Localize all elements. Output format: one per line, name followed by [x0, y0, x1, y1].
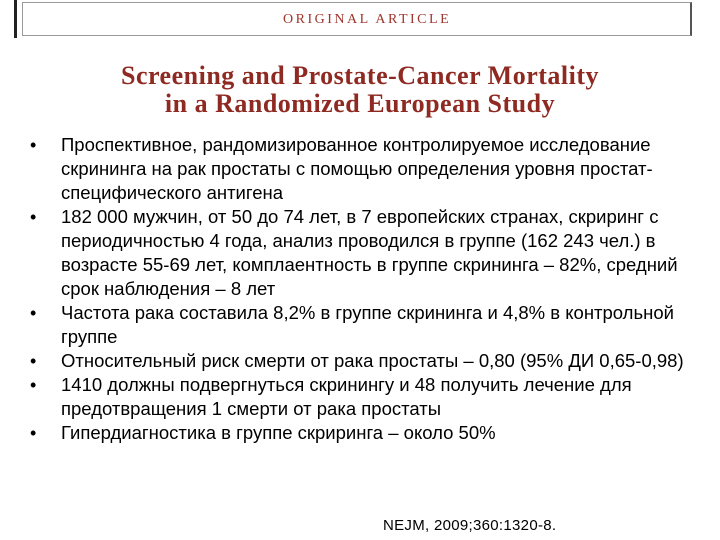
citation: NEJM, 2009;360:1320-8. — [383, 517, 557, 534]
bullet-item: • 182 000 мужчин, от 50 до 74 лет, в 7 европейских странах, скриринг с периодичностью 4 года, анализ проводился в группе (162 243 чел.) в возрасте 55-69 лет, комплаентность в группе скрининга – 82%, средний срок наблюдения – 8 лет — [26, 205, 706, 301]
article-type-label: ORIGINAL ARTICLE — [283, 12, 452, 27]
summary-bullet-list — [26, 133, 706, 445]
bullet-item: • Частота рака составила 8,2% в группе скрининга и 4,8% в контрольной группе — [26, 301, 706, 349]
bullet-item: • 1410 должны подвергнуться скринингу и 48 получить лечение для предотвращения 1 смерти от рака простаты — [26, 373, 706, 421]
bullet-item: • Относительный риск смерти от рака простаты – 0,80 (95% ДИ 0,65-0,98) — [26, 349, 706, 373]
article-title — [0, 62, 720, 118]
bullet-item: • Проспективное, рандомизированное контролируемое исследование скрининга на рак простаты с помощью определения уровня простат-специфического антигена — [26, 133, 706, 205]
article-header-box — [22, 2, 692, 36]
header-divider — [14, 0, 17, 38]
article-title-line-1: Screening and Prostate-Cancer Mortality — [120, 61, 600, 90]
bullet-item: • Гипердиагностика в группе скриринга – около 50% — [26, 421, 706, 445]
article-title-line-2: in a Randomized European Study — [164, 89, 556, 118]
